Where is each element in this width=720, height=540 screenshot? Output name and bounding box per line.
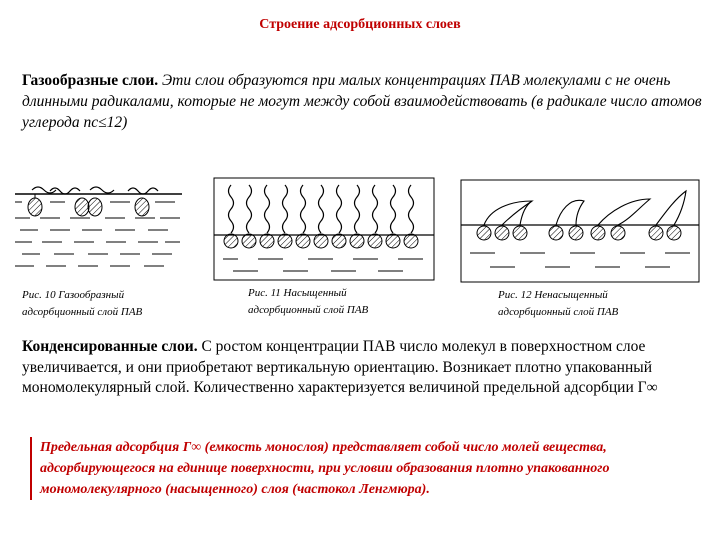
limiting-adsorption-note: Предельная адсорбция Г∞ (емкость монослоя) представляет собой число молей вещества, адсорбирующегося на единице поверхности, при условии образования плотно упакованного мономолекулярного (насыщенного) слоя (частокол Ленгмюра). xyxy=(30,437,710,500)
condensed-layers-paragraph xyxy=(22,337,702,399)
figure-gaseous-layer xyxy=(10,178,185,283)
gaseous-layers-paragraph xyxy=(22,70,702,133)
figure-saturated-layer xyxy=(213,177,435,281)
figure-11-caption: Рис. 11 Насыщенный адсорбционный слой ПАВ xyxy=(248,287,369,316)
gaseous-layer-diagram xyxy=(10,178,185,283)
page-title: Строение адсорбционных слоев xyxy=(259,17,461,32)
saturated-layer-diagram xyxy=(213,177,435,281)
unsaturated-layer-diagram xyxy=(460,179,700,283)
gaseous-heading: Газообразные слои. xyxy=(22,72,159,89)
condensed-text: С ростом концентрации ПАВ число молекул в поверхностном слое увеличивается, и они приобретают вертикальную ориентацию. Возникает плотно упакованный мономолекулярный слой. Количественно характеризуется величиной предельной адсорбции Г∞ xyxy=(22,338,658,396)
figure-unsaturated-layer xyxy=(460,179,700,283)
figure-10-caption: Рис. 10 Газообразный адсорбционный слой ПАВ xyxy=(22,289,143,318)
gaseous-text: Эти слои образуются при малых концентрациях ПАВ молекулами с не очень длинными радикалами, которые не могут между собой взаимодействовать (в радикале число атомов углерода nc≤12) xyxy=(22,72,702,131)
condensed-heading: Конденсированные слои. xyxy=(22,338,198,355)
figure-12-caption: Рис. 12 Ненасыщенный адсорбционный слой ПАВ xyxy=(498,289,619,318)
